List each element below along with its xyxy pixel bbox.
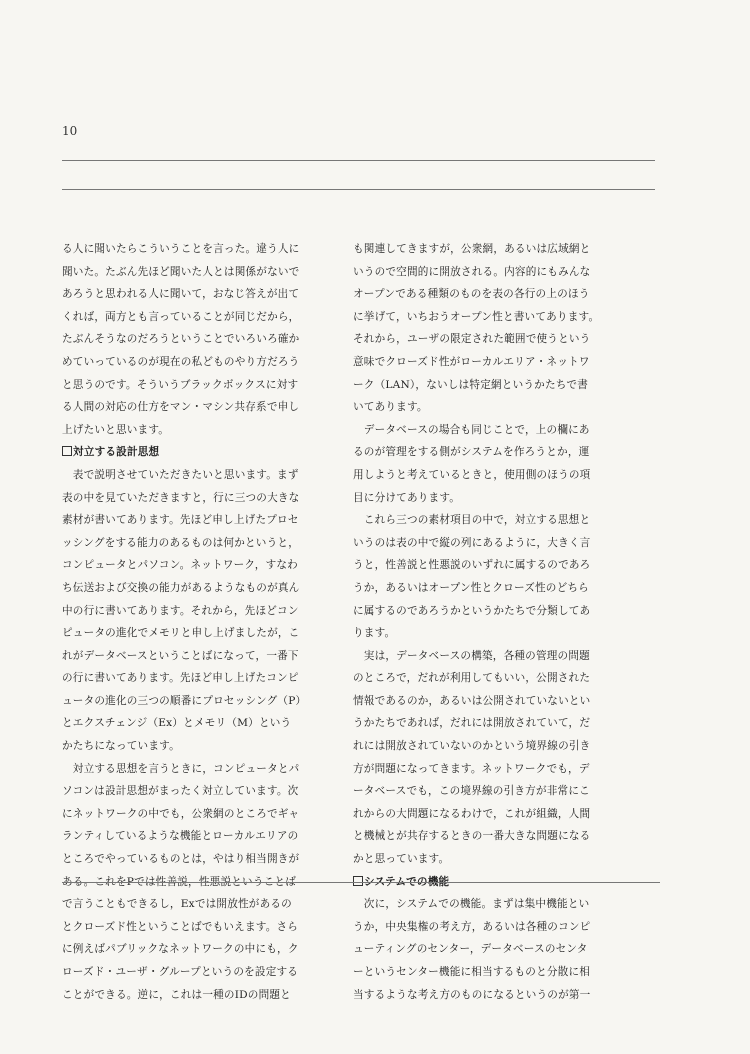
text-line: れには開放されていないのかという境界線の引き (353, 740, 591, 753)
text-line: と思うのです。そういうブラックボックスに対す (62, 378, 299, 391)
section-box-icon (353, 876, 363, 886)
text-line: に属するのであろうかというかたちで分類してあ (353, 604, 591, 617)
page-number: 10 (62, 124, 78, 138)
text-line: 情報であるのか，あるいは公開されていないとい (353, 694, 591, 707)
left-column (62, 238, 317, 1006)
text-line: コンピュータとパソコン。ネットワーク，すなわ (62, 559, 298, 572)
section-heading-design (62, 441, 317, 464)
text-line: オープンである種類のものを表の各行の上のほう (353, 288, 590, 301)
text-line: 聞いた。たぶん先ほど聞いた人とは関係がないで (62, 265, 300, 278)
text-line: のところで，だれが利用してもいい，公開された (353, 672, 591, 685)
text-line: るのが管理をする側がシステムを作ろうとか，運 (353, 446, 590, 459)
text-line: かと思っています。 (353, 853, 450, 866)
section-heading-system-text: システムでの機能 (364, 875, 450, 888)
text-line: ーク（LAN），ないしは特定網というかたちで書 (353, 378, 589, 391)
right-column (353, 238, 608, 1006)
text-line: ッシングをする能力のあるものは何かというと， (62, 536, 299, 549)
text-line: 用しようと考えているときと，使用側のほうの項 (353, 468, 591, 481)
text-line: ピュータの進化でメモリと申し上げましたが，こ (62, 627, 300, 640)
text-line: とクローズド性ということばでもいえます。さら (62, 920, 299, 933)
text-line: ある。これをPでは性善説，性悪説ということば (62, 875, 296, 888)
text-line: データベースの場合も同じことで，上の欄にあ (353, 423, 590, 436)
header-rule-bottom (62, 189, 655, 190)
header-rule-top (62, 160, 655, 161)
text-line: うか，あるいはオープン性とクローズ性のどちら (353, 581, 589, 594)
text-line: 意味でクローズド性がローカルエリア・ネットワ (353, 355, 590, 368)
text-line: に挙げて，いちおうオープン性と書いてあります。 (353, 310, 600, 323)
text-line: いうのは表の中で縦の列にあるように，大きく言 (353, 536, 591, 549)
text-line: で言うこともできるし，Exでは開放性があるの (62, 898, 292, 911)
text-line: ローズド・ユーザ・グループというのを設定する (62, 966, 299, 978)
text-line: めていっているのが現在の私どものやり方だろう (62, 355, 300, 368)
text-line: 当するような考え方のものになるというのが第一 (353, 988, 591, 1001)
text-line: 表の中を見ていただきますと，行に三つの大きな (62, 491, 300, 504)
text-line: うと，性善説と性悪説のいずれに属するのであろ (353, 559, 591, 572)
text-line: 表で説明させていただきたいと思います。まず (62, 468, 299, 481)
section-heading-design-text: 対立する設計思想 (73, 446, 160, 459)
text-line: 素材が書いてあります。先ほど申し上げたプロセ (62, 514, 299, 527)
text-line: 方が問題になってきます。ネットワークでも，デ (353, 762, 590, 775)
text-line: ーというセンター機能に相当するものと分散に相 (353, 966, 591, 978)
text-line: ュータの進化の三つの順番にプロセッシング（P） (62, 694, 307, 707)
text-line: ります。 (353, 627, 396, 640)
text-line: る人間の対応の仕方をマン・マシン共存系で申し (62, 401, 300, 414)
text-line: それから，ユーザの限定された範囲で使うという (353, 333, 591, 346)
text-line: これら三つの素材項目の中で，対立する思想と (353, 514, 591, 527)
text-line: たぶんそうなのだろうということでいろいろ確か (62, 333, 300, 346)
text-line: に例えばパブリックなネットワークの中にも，ク (62, 943, 299, 956)
text-line: うか，中央集権の考え方，あるいは各種のコンピ (353, 920, 591, 933)
text-line: にネットワークの中でも，公衆網のところでギャ (62, 807, 300, 820)
text-line: あろうと思われる人に聞いて，おなじ答えが出て (62, 288, 300, 301)
text-line: ータベースでも，この境界線の引き方が非常にこ (353, 785, 590, 798)
text-line: も関連してきますが，公衆網，あるいは広域網と (353, 243, 591, 255)
text-line: ランティしているような機能とローカルエリアの (62, 830, 299, 843)
text-line: ソコンは設計思想がまったく対立しています。次 (62, 785, 299, 798)
text-line: かたちになっています。 (62, 740, 180, 753)
text-line: 目に分けてあります。 (353, 491, 461, 504)
text-line: と機械とが共存するときの一番大きな問題になる (353, 830, 591, 843)
text-line: れがデータベースということばになって，一番下 (62, 649, 299, 662)
footer-rule (62, 882, 660, 883)
text-line: とエクスチェンジ（Ex）とメモリ（M）という (62, 717, 292, 730)
text-line: くれば，両方とも言っていることが同じだから， (62, 310, 300, 323)
text-line: の行に書いてあります。先ほど申し上げたコンピ (62, 672, 299, 685)
text-line: 対立する思想を言うときに，コンピュータとパ (62, 762, 300, 775)
text-line: ち伝送および交換の能力があるようなものが真ん (62, 581, 300, 594)
text-line: いうので空間的に開放される。内容的にもみんな (353, 265, 591, 278)
text-line: うかたちであれば，だれには開放されていて，だ (353, 717, 591, 730)
text-line: れからの大問題になるわけで，これが組織，人間 (353, 807, 591, 820)
section-box-icon (62, 446, 72, 456)
text-line: ところでやっているものとは，やはり相当開きが (62, 853, 300, 866)
text-line: ューティングのセンター，データベースのセンタ (353, 943, 588, 956)
text-line: る人に聞いたらこういうことを言った。違う人に (62, 243, 300, 255)
text-line: 上げたいと思います。 (62, 423, 170, 436)
text-line: 実は，データベースの構築，各種の管理の問題 (353, 649, 590, 662)
text-line: 中の行に書いてあります。それから，先ほどコン (62, 604, 299, 617)
text-line: ことができる。逆に，これは一種のIDの問題と (62, 988, 291, 1001)
text-line: いてあります。 (353, 401, 428, 414)
text-line: 次に，システムでの機能。まずは集中機能とい (353, 898, 590, 911)
